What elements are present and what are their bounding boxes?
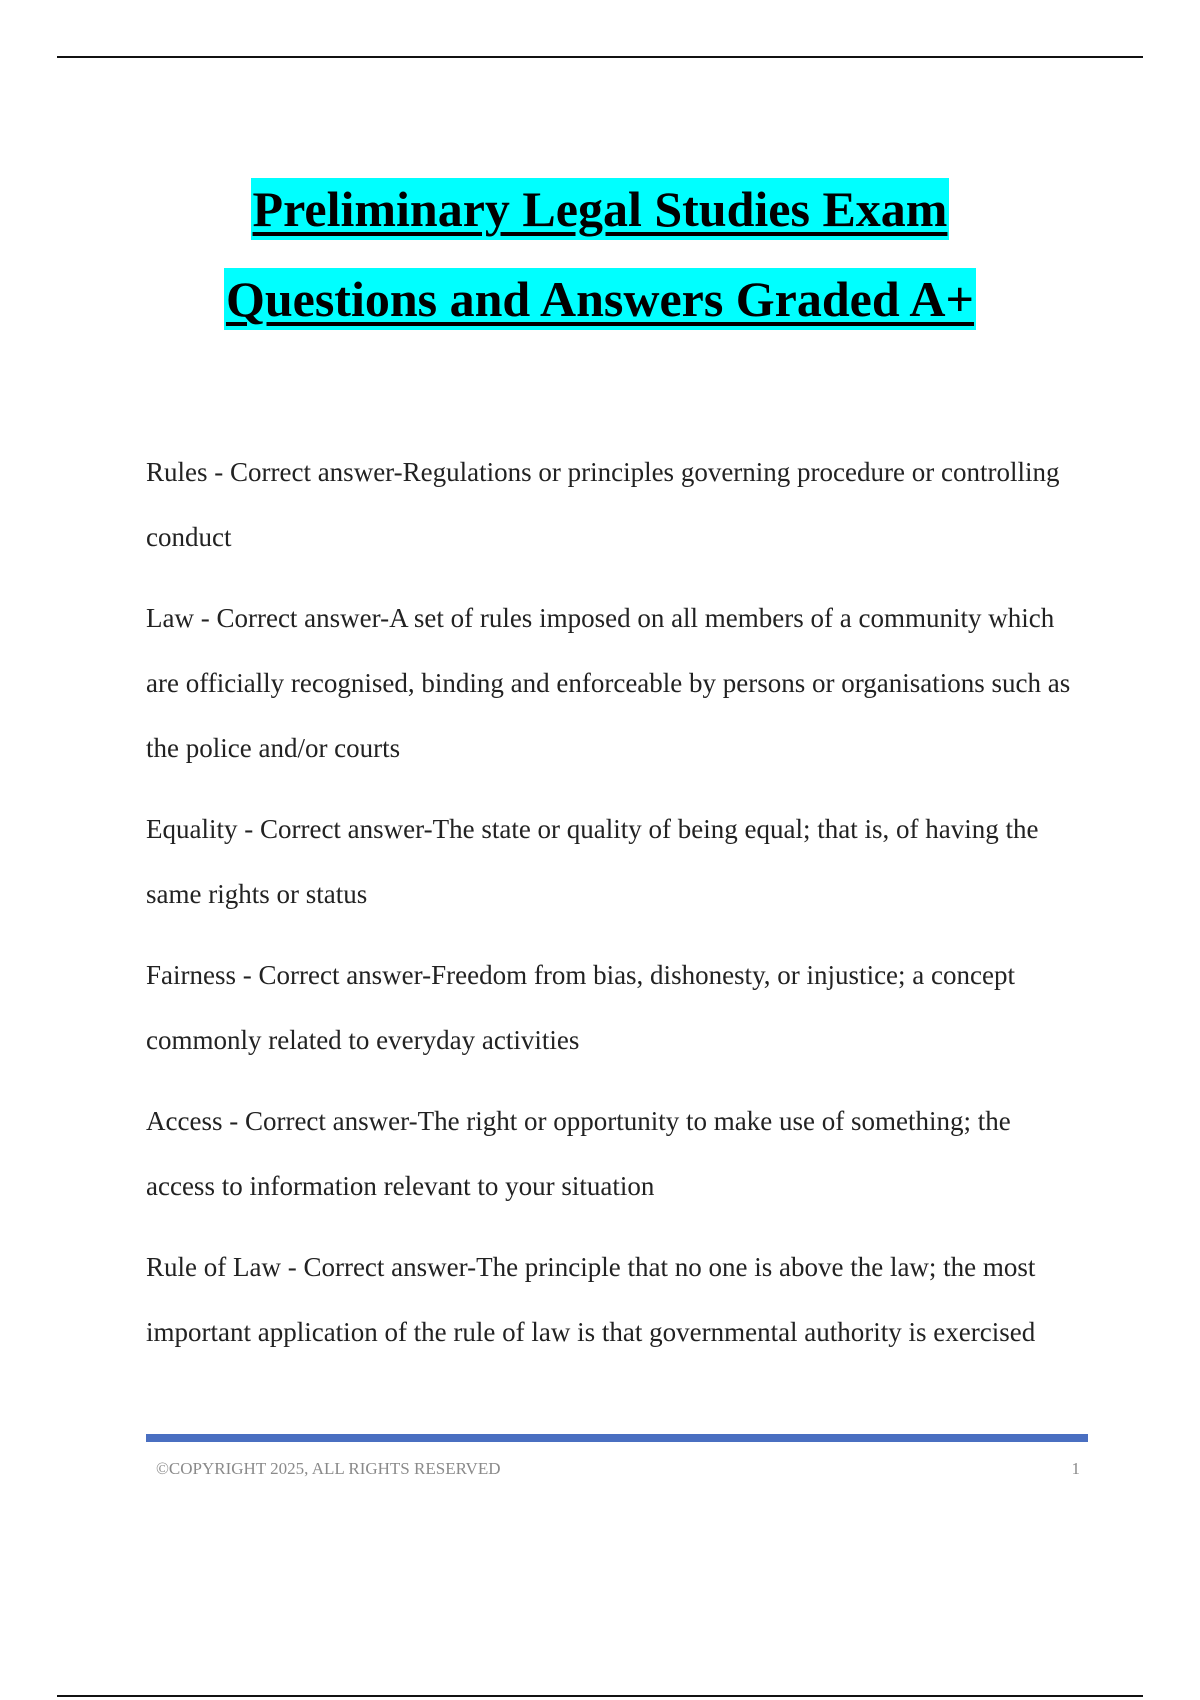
qa-item-equality: Equality - Correct answer-The state or quality of being equal; that is, of having the same rights or status <box>146 814 1039 909</box>
qa-item-access: Access - Correct answer-The right or opportunity to make use of something; the access to information relevant to your situation <box>146 1106 1011 1201</box>
footer-rule <box>146 1434 1088 1442</box>
title-line-1: Preliminary Legal Studies Exam <box>251 178 950 240</box>
page-number: 1 <box>1071 1459 1080 1478</box>
bottom-rule <box>57 1695 1143 1697</box>
title-line-2: Questions and Answers Graded A+ <box>224 268 976 330</box>
qa-item-rule-of-law: Rule of Law - Correct answer-The principle that no one is above the law; the most important application of the rule of law is that governmental authority is exercised <box>146 1252 1036 1347</box>
top-rule <box>57 56 1143 58</box>
qa-list <box>146 440 1086 1381</box>
document-title <box>0 178 1200 330</box>
qa-item-law: Law - Correct answer-A set of rules imposed on all members of a community which are officially recognised, binding and enforceable by persons or organisations such as the police and/or courts <box>146 603 1071 763</box>
footer-copyright: ©COPYRIGHT 2025, ALL RIGHTS RESERVED <box>156 1459 501 1478</box>
qa-item-rules: Rules - Correct answer-Regulations or principles governing procedure or controlling conduct <box>146 457 1060 552</box>
qa-item-fairness: Fairness - Correct answer-Freedom from bias, dishonesty, or injustice; a concept commonly related to everyday activities <box>146 960 1015 1055</box>
